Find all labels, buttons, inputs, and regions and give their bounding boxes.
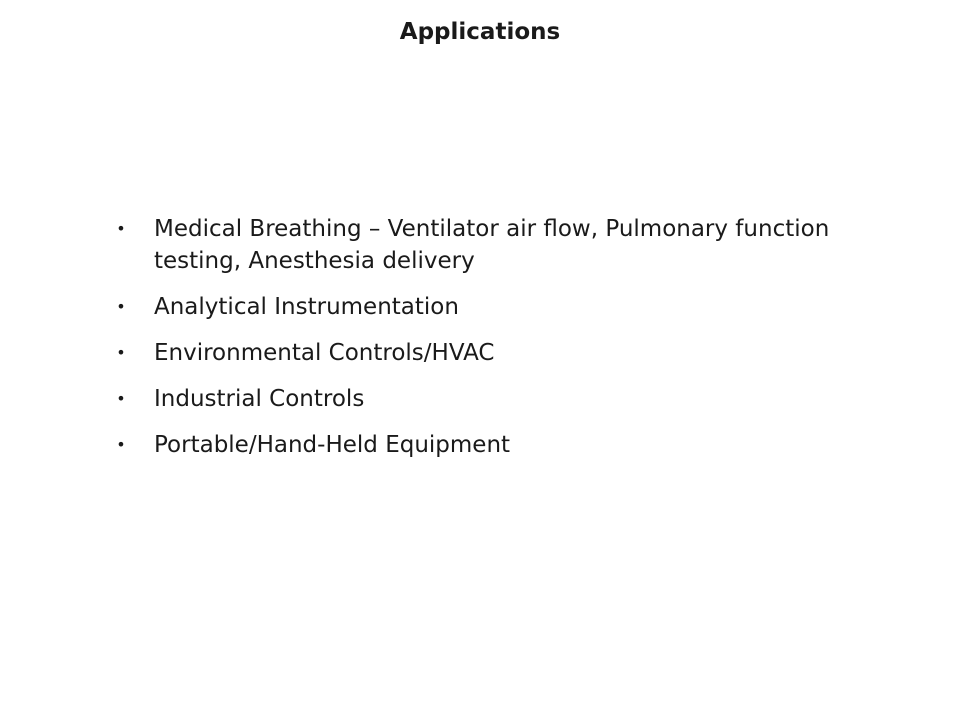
bullet-text: Portable/Hand-Held Equipment <box>154 432 511 458</box>
bullet-text: Environmental Controls/HVAC <box>154 340 495 366</box>
slide-title: Applications <box>399 19 561 45</box>
bullet-text: Analytical Instrumentation <box>154 294 459 320</box>
list-item <box>114 213 834 277</box>
bullet-icon: • <box>116 389 126 408</box>
bullet-icon: • <box>116 219 126 238</box>
bullet-list <box>114 213 834 475</box>
bullet-icon: • <box>116 343 126 362</box>
bullet-icon: • <box>116 435 126 454</box>
list-item <box>114 291 834 323</box>
list-item <box>114 337 834 369</box>
bullet-text: Industrial Controls <box>154 386 365 412</box>
bullet-icon: • <box>116 297 126 316</box>
list-item <box>114 429 834 461</box>
list-item <box>114 383 834 415</box>
bullet-text: Medical Breathing – Ventilator air flow, Pulmonary function testing, Anesthesia delivery <box>154 216 830 274</box>
